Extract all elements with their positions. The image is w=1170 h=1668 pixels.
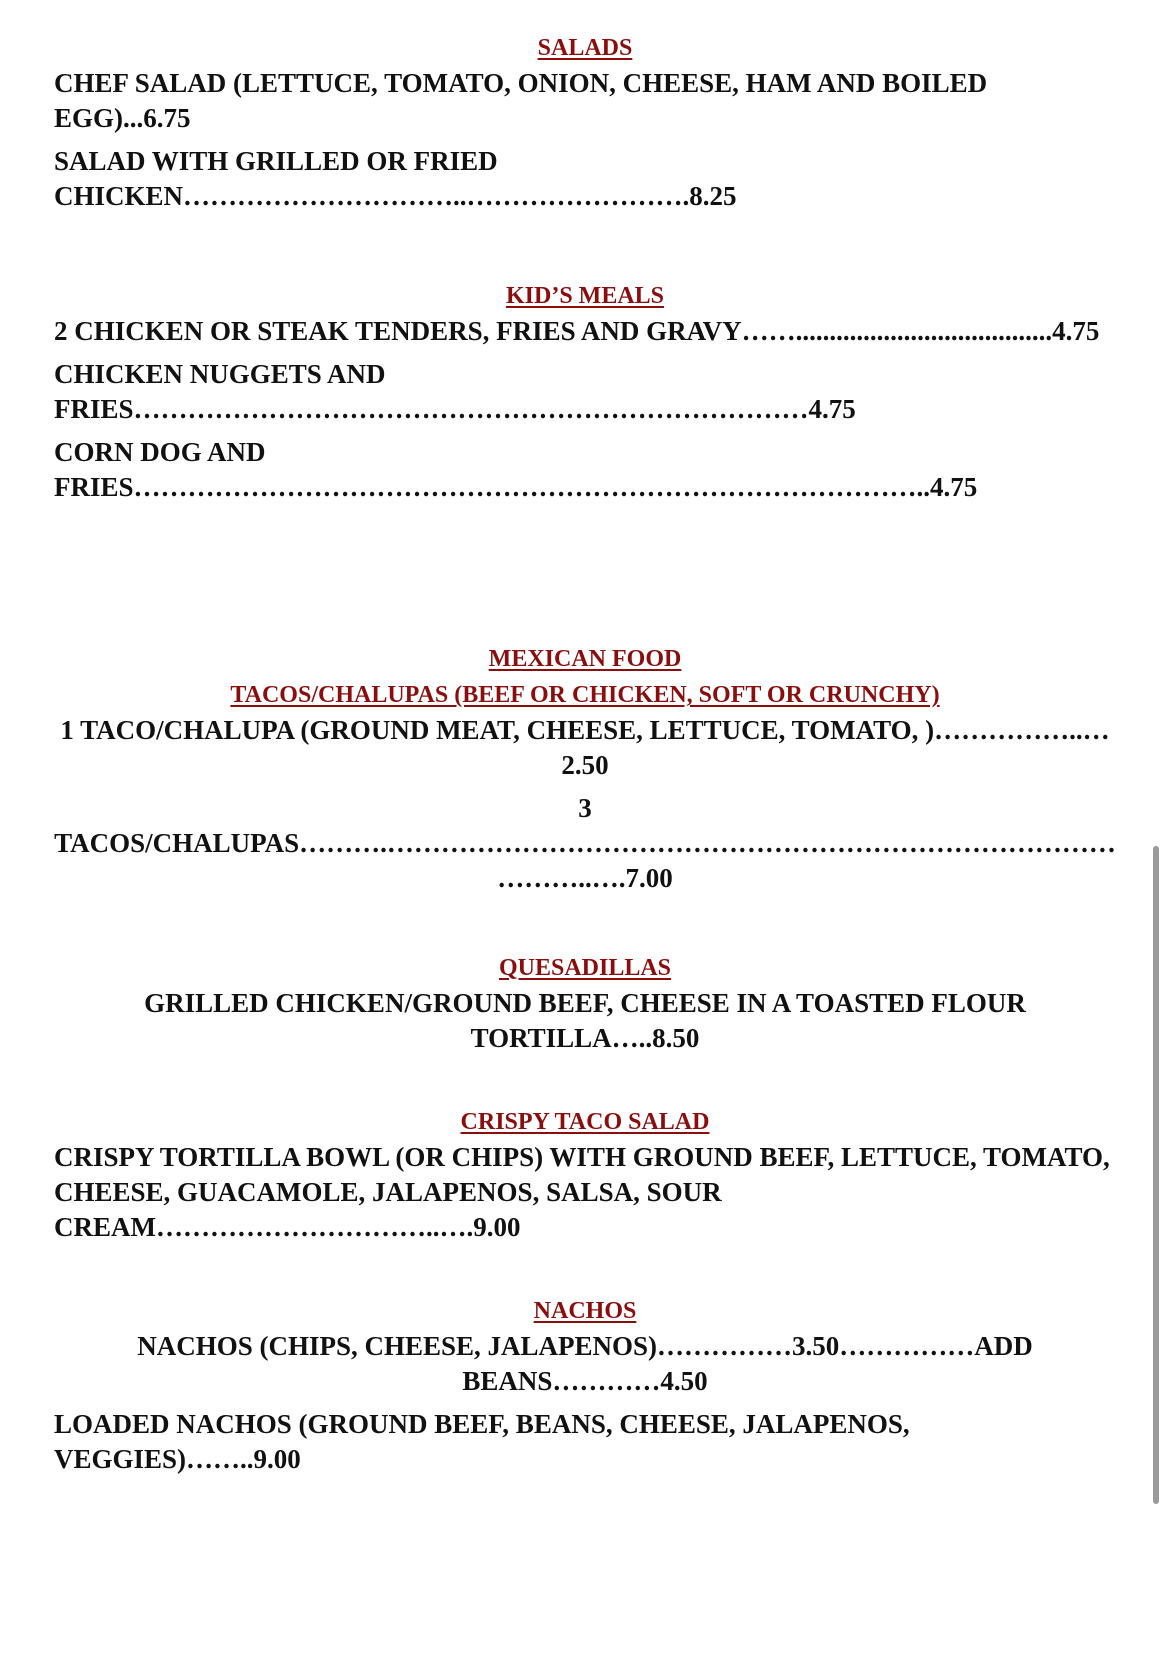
menu-item-corn-dog: CORN DOG AND FRIES……………………………………………………………………………..4.75	[54, 437, 978, 502]
vertical-scrollbar[interactable]	[1153, 846, 1159, 1504]
section-title-tacos: TACOS/CHALUPAS (BEEF OR CHICKEN, SOFT OR CRUNCHY)	[230, 682, 940, 708]
section-salads	[54, 30, 1116, 214]
spacer	[54, 513, 1116, 641]
section-title-nachos: NACHOS	[533, 1298, 637, 1324]
section-mexican-food	[54, 641, 1116, 896]
menu-item-tenders: 2 CHICKEN OR STEAK TENDERS, FRIES AND GRAVY……......................................4.75	[54, 316, 1100, 346]
menu-item-three-tacos: 3 TACOS/CHALUPAS……….………………………………………………………………………………..….7.00	[54, 793, 1116, 893]
section-kids-meals	[54, 278, 1116, 505]
section-crispy-taco-salad	[54, 1104, 1116, 1245]
section-quesadillas	[54, 950, 1116, 1056]
section-title-crispy-taco-salad: CRISPY TACO SALAD	[460, 1109, 710, 1135]
section-title-mexican-food: MEXICAN FOOD	[488, 646, 682, 672]
menu-item-crispy-taco-salad: CRISPY TORTILLA BOWL (OR CHIPS) WITH GROUND BEEF, LETTUCE, TOMATO, CHEESE, GUACAMOLE, JALAPENOS, SALSA, SOUR CREAM…………………………..….9.00	[54, 1142, 1110, 1242]
menu-item-chicken-salad: SALAD WITH GRILLED OR FRIED CHICKEN…………………………..…………………….8.25	[54, 146, 737, 211]
spacer	[54, 1253, 1116, 1293]
menu-content	[54, 30, 1116, 1485]
menu-item-nuggets: CHICKEN NUGGETS AND FRIES…………………………………………………………………4.75	[54, 359, 856, 424]
menu-item-loaded-nachos: LOADED NACHOS (GROUND BEEF, BEANS, CHEESE, JALAPENOS, VEGGIES)……..9.00	[54, 1409, 910, 1474]
menu-item-one-taco: 1 TACO/CHALUPA (GROUND MEAT, CHEESE, LETTUCE, TOMATO, )……………..…2.50	[60, 715, 1110, 780]
menu-item-chef-salad: CHEF SALAD (LETTUCE, TOMATO, ONION, CHEESE, HAM AND BOILED EGG)...6.75	[54, 68, 988, 133]
section-title-quesadillas: QUESADILLAS	[498, 955, 672, 981]
spacer	[54, 904, 1116, 950]
spacer	[54, 1064, 1116, 1104]
menu-item-nachos: NACHOS (CHIPS, CHEESE, JALAPENOS)……………3.50……………ADD BEANS…………4.50	[137, 1331, 1033, 1396]
section-title-salads: SALADS	[537, 35, 633, 61]
menu-item-quesadilla: GRILLED CHICKEN/GROUND BEEF, CHEESE IN A TOASTED FLOUR TORTILLA…..8.50	[144, 988, 1026, 1053]
spacer	[54, 222, 1116, 278]
section-nachos	[54, 1293, 1116, 1477]
section-title-kids-meals: KID’S MEALS	[505, 283, 665, 309]
